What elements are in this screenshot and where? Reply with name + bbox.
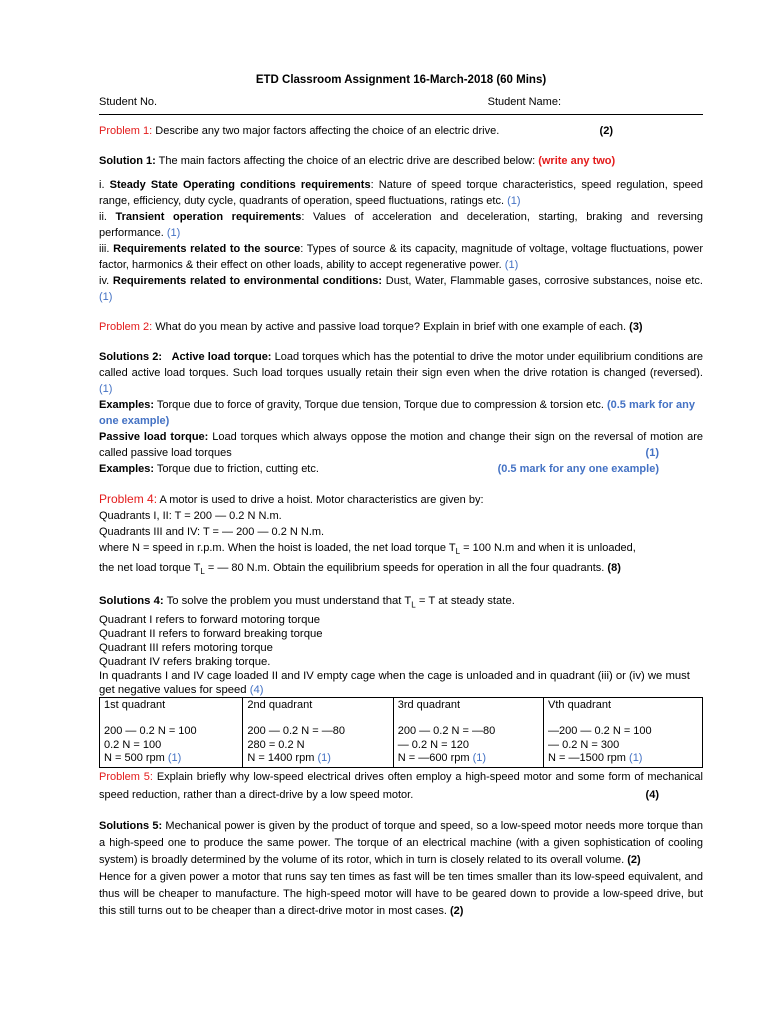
item-text: Dust, Water, Flammable gases, corrosive substances, noise etc. [382,275,703,287]
example-1-mark: (0.5 mark for any one example) [99,399,695,427]
cell-result [548,752,698,766]
problem-4-text: A motor is used to drive a hoist. Motor characteristics are given by: [157,494,484,506]
problem-2 [99,319,703,335]
quadrant-line: Quadrant IV refers braking torque. [99,655,271,668]
cell-line: 0.2 N = 100 [104,738,162,751]
active-load-torque [99,349,703,397]
problem-5-text: Explain briefly why low-speed electrical drives often employ a high-speed motor and some form of mechanical speed reduction, rather than a direct-drive by a low speed motor. [99,770,703,801]
item-prefix: iv. [99,275,113,287]
passive-mark: (1) [645,447,659,459]
active-label: Active load torque: [171,351,272,363]
problem-4-marks: (8) [607,562,621,575]
problem-5-label: Problem 5: [99,770,153,783]
item-heading: Requirements related to environmental conditions: [112,275,383,287]
example-2-mark: (0.5 mark for any one example) [497,463,659,475]
problem-4-line: Quadrants I, II: T = 200 — 0.2 N N.m. [99,510,282,522]
problem-5-marks: (4) [645,788,659,801]
cell-line: N = 500 rpm [104,752,168,765]
problem-2-text: What do you mean by active and passive load torque? Explain in brief with one example of each. [152,321,630,333]
note-mark: (4) [249,683,264,696]
cell-header: 2nd quadrant [247,698,313,711]
examples-label: Examples: [99,399,155,411]
problem-4-paragraph [99,540,639,580]
solution-4-label: Solutions 4: [99,595,164,608]
item-mark: (1) [99,291,113,303]
quadrant-line: Quadrant III refers motoring torque [99,641,273,654]
cell-line: N = —1500 rpm [548,752,630,765]
cell-line: 280 = 0.2 N [247,738,305,751]
cell-line: N = —600 rpm [397,752,473,765]
quadrant-table [99,697,703,768]
problem-4-text-b: = 100 N.m and when it is unloaded, the net load torque T [99,542,636,575]
student-name-label: Student Name: [487,96,561,108]
assignment-page [99,72,703,920]
solution-1-note: (write any two) [538,155,616,167]
item-mark: (1) [507,195,521,207]
solution-2-label: Solutions 2: [99,351,163,363]
table-cell [544,697,703,767]
table-cell [393,697,543,767]
cell-header: 1st quadrant [104,698,166,711]
solution-1-item [99,241,703,273]
item-text: : Types of source & its capacity, magnitude of voltage, voltage fluctuations, power factor, harmonics & their effect on other loads, ability to accept regenerative power. [99,243,703,271]
example-1-text: Torque due to force of gravity, Torque due tension, Torque due to compression & torsion etc. [154,399,607,411]
student-no-label: Student No. [99,96,158,108]
cell-line: 200 — 0.2 N = —80 [247,725,345,738]
cell-line: 200 — 0.2 N = 100 [104,725,197,738]
problem-4-label: Problem 4: [99,492,158,506]
passive-text: Load torques which always oppose the motion and change their sign on the reversal of motion are called passive load torques [99,431,704,459]
item-heading: Transient operation requirements [115,211,302,223]
cell-line: —200 — 0.2 N = 100 [548,725,652,738]
item-mark: (1) [166,227,181,239]
student-info-row [99,94,703,115]
cell-mark: (1) [629,752,643,765]
cell-mark: (1) [167,752,182,765]
passive-label: Passive load torque: [99,431,209,443]
solution-1-label: Solution 1: [99,155,156,167]
quadrant-line: Quadrant I refers to forward motoring torque [99,613,321,626]
solution-1-intro [99,153,703,169]
solution-5-para-2 [99,869,703,920]
solution-1-item [99,177,703,209]
cell-line: N = 1400 rpm [247,752,318,765]
cell-line: — 0.2 N = 300 [548,738,620,751]
solution-5-mark-2: (2) [449,904,464,917]
example-2 [99,461,703,477]
problem-1-text: Describe any two major factors affecting the choice of an electric drive. [152,125,500,137]
quadrant-line: Quadrant II refers to forward breaking torque [99,627,323,640]
passive-load-torque [99,429,703,461]
subscript-l: L [200,567,205,577]
subscript-l: L [455,547,461,557]
subscript-l: L [411,600,416,610]
table-cell [243,697,393,767]
problem-2-label: Problem 2: [99,321,153,333]
solution-4-text-b: = T at steady state. [415,595,515,608]
problem-1-marks: (2) [599,125,613,137]
problem-4 [99,491,703,580]
problem-2-marks: (3) [629,321,643,333]
cell-line: — 0.2 N = 120 [397,738,469,751]
solution-1-item [99,209,703,241]
item-text: : Nature of speed torque characteristics, speed regulation, speed range, efficiency, duty cycle, quadrants of operation, speed fluctuations, ratings etc. [99,179,703,207]
table-row [100,697,703,767]
solution-5-text-2: Hence for a given power a motor that runs say ten times as fast will be ten times smaller than its low-speed equivalent, and thus will be cheaper to manufacture. The high-speed motor will have to be geared down to provide a low-speed drive, but this still turns out to be cheaper than a direct-drive motor in most cases. [99,870,703,917]
examples-label: Examples: [99,463,155,475]
example-2-text: Torque due to friction, cutting etc. [154,463,319,475]
item-heading: Steady State Operating conditions requirements [109,179,371,191]
solution-1-text: The main factors affecting the choice of an electric drive are described below: [155,155,539,167]
problem-1-label: Problem 1: [99,125,153,137]
table-cell [100,697,243,767]
solution-2 [99,349,703,477]
active-mark: (1) [99,383,113,395]
solution-1-item [99,273,703,305]
solution-4 [99,594,703,767]
solution-4-text-a: To solve the problem you must understand that T [163,595,412,608]
cell-mark: (1) [317,752,331,765]
solution-5-text-1: Mechanical power is given by the product of torque and speed, so a low-speed motor needs more torque than a high-speed one to produce the same power. The torque of an electrical machine (with a given sophistication of cooling system) is broadly determined by the volume of its rotor, which in turn is closely related to its overall volume. [99,819,703,866]
cell-result [398,752,539,766]
item-heading: Requirements related to the source [113,243,301,255]
problem-1 [99,123,703,139]
note-text: In quadrants I and IV cage loaded II and IV empty cage when the cage is unloaded and in quadrant (iii) or (iv) we must get negative values for speed [99,669,690,696]
item-text: : Values of acceleration and deceleration, starting, braking and reversing performance. [99,211,703,239]
problem-4-text-c: = — 80 N.m. Obtain the equilibrium speeds for operation in all the four quadrants. [204,562,608,575]
cell-header: Vth quadrant [548,698,612,711]
item-mark: (1) [504,259,519,271]
example-1 [99,397,703,429]
item-prefix: i. [99,179,110,191]
problem-5 [99,768,703,804]
solution-4-note [99,669,703,697]
solution-5 [99,818,703,920]
solution-5-label: Solutions 5: [99,819,163,832]
solution-5-mark-1: (2) [627,853,641,866]
cell-result [247,752,388,766]
item-prefix: ii. [99,211,116,223]
problem-4-text-a: where N = speed in r.p.m. When the hoist is loaded, the net load torque T [99,542,456,554]
cell-result [104,752,238,766]
document-title: ETD Classroom Assignment 16-March-2018 (60 Mins) [255,74,547,86]
active-text: Load torques which has the potential to drive the motor under equilibrium conditions are called active load torques. Such load torques usually retain their sign even when the drive rotation is changed (reversed). [99,351,704,379]
item-prefix: iii. [99,243,114,255]
solution-5-para-1 [99,818,703,869]
cell-mark: (1) [472,752,487,765]
cell-header: 3rd quadrant [397,698,461,711]
solution-1-list [99,177,703,305]
cell-line: 200 — 0.2 N = —80 [397,725,496,738]
problem-4-line: Quadrants III and IV: T = — 200 — 0.2 N N.m. [99,526,325,538]
